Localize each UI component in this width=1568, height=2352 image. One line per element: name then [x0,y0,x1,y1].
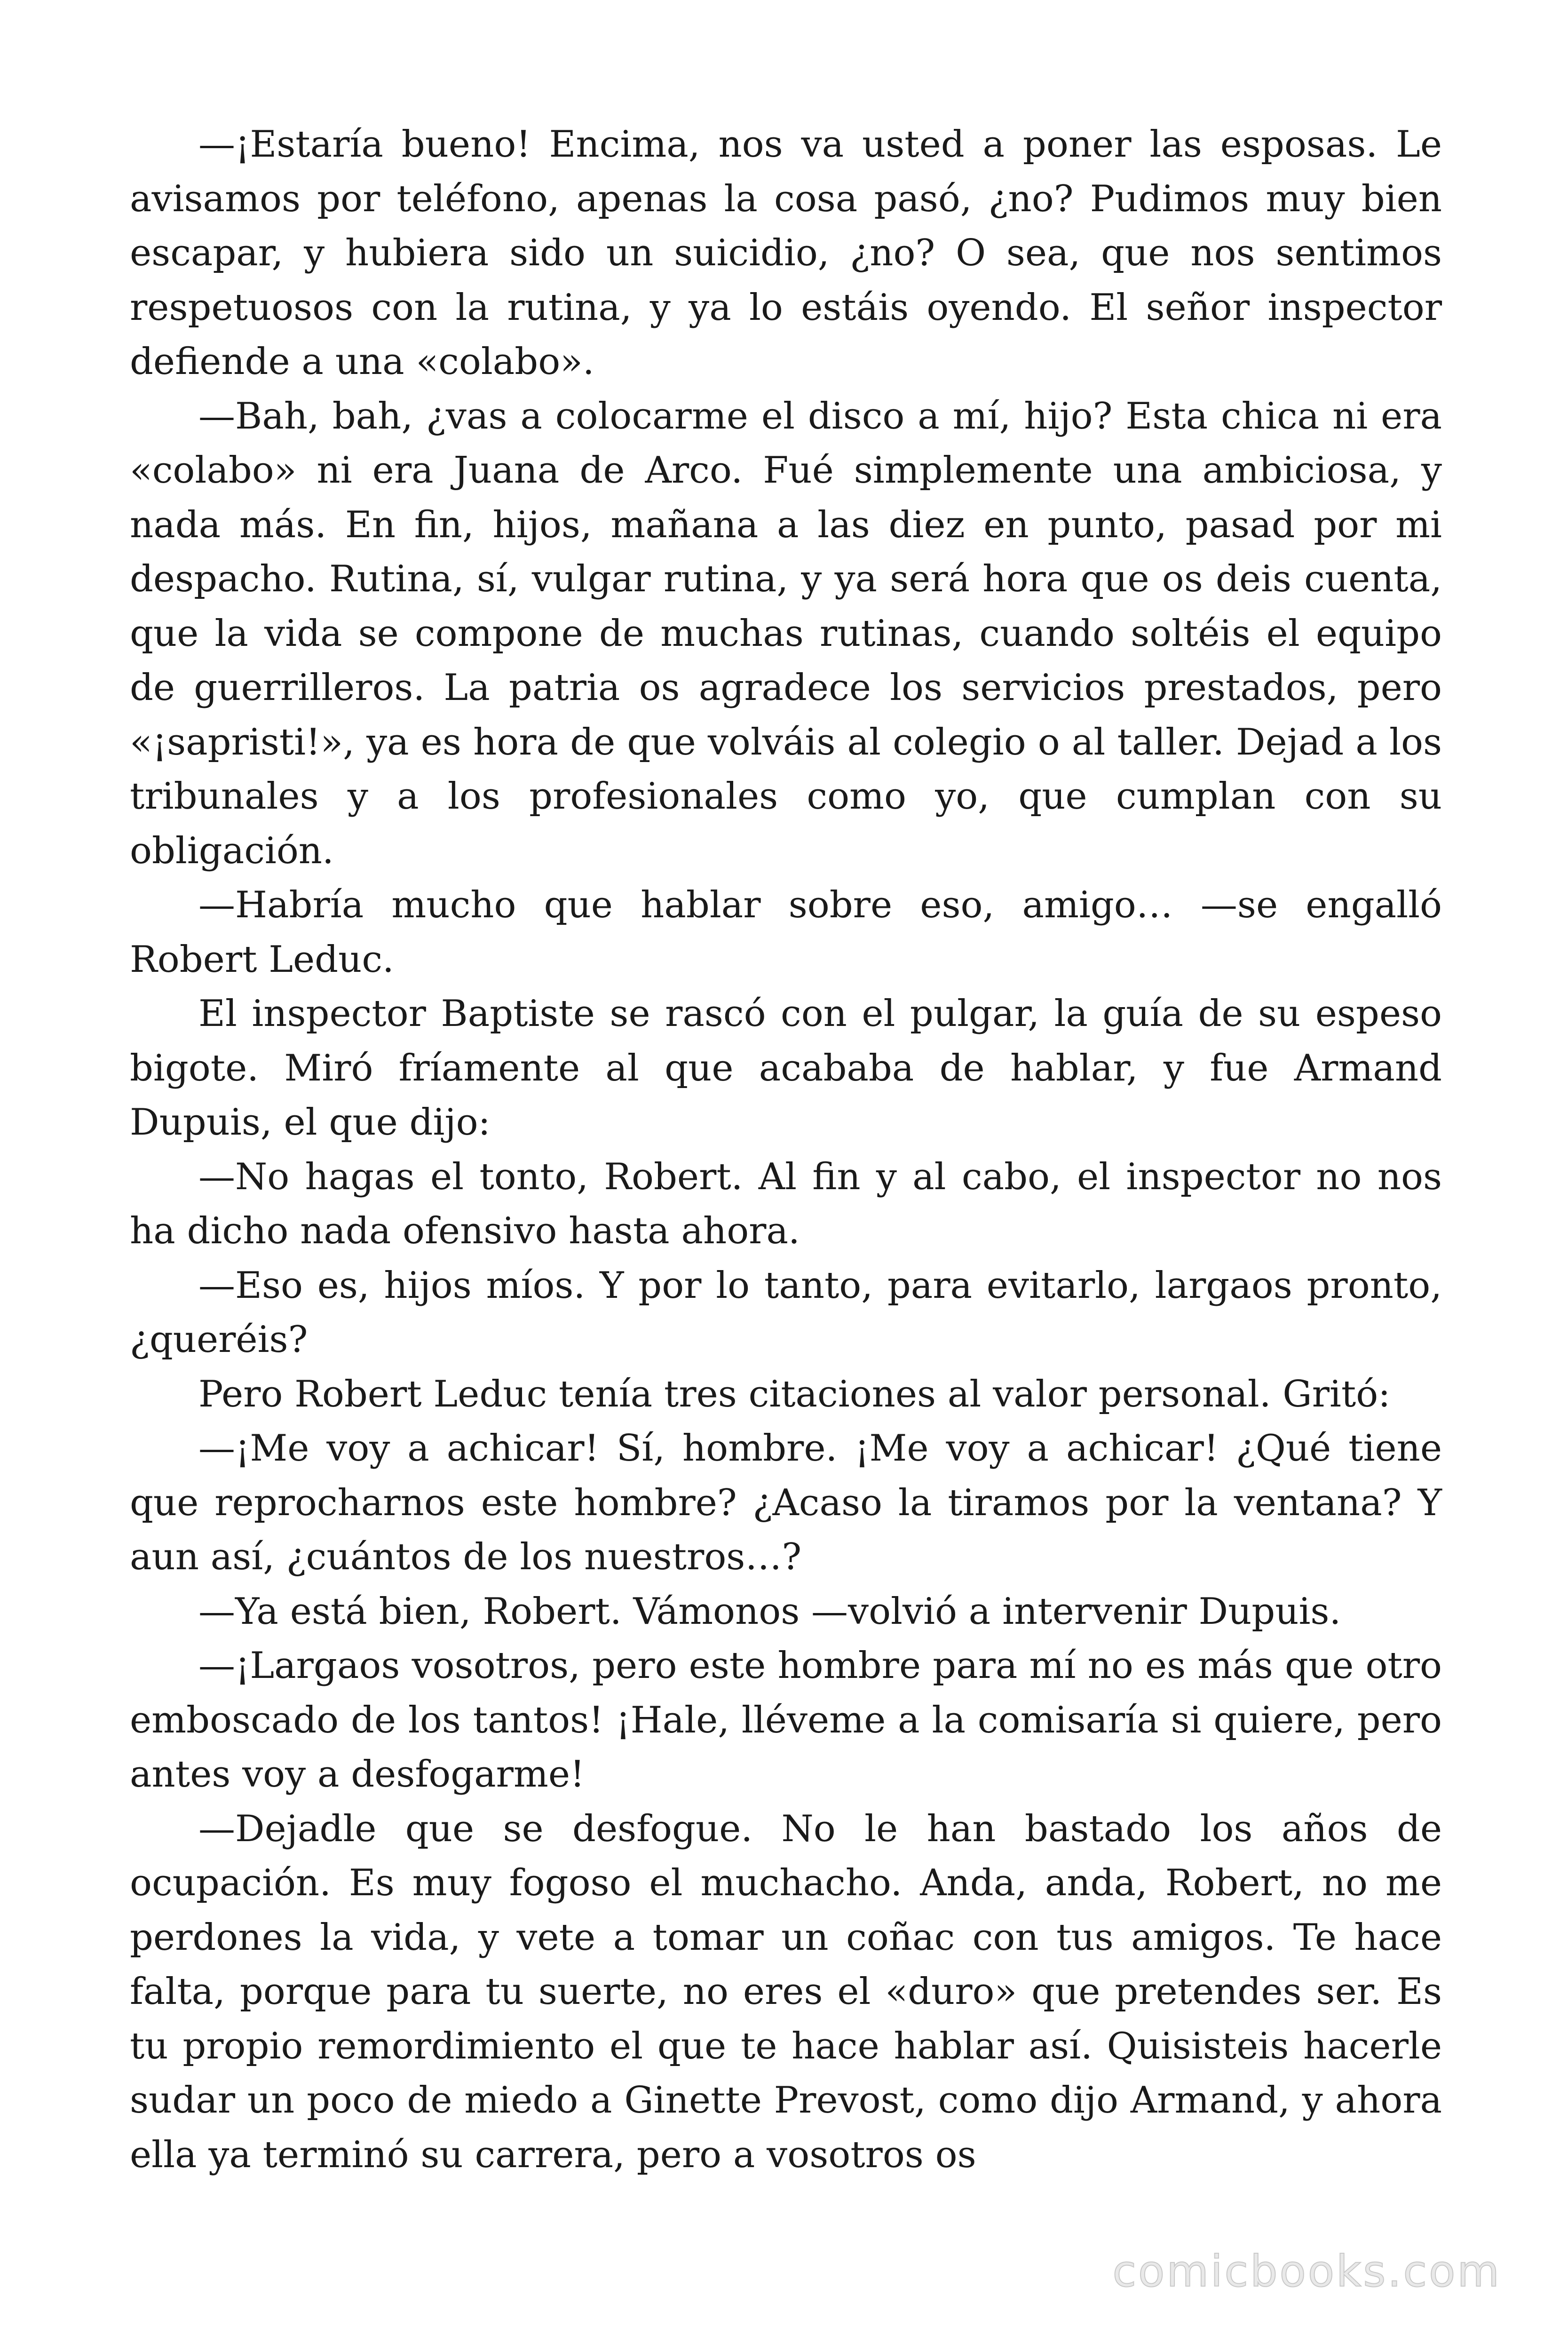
paragraph-5: —No hagas el tonto, Robert. Al fin y al cabo, el inspector no nos ha dicho nada ofensivo hasta ahora. [130,1155,1442,1252]
paragraph-4: El inspector Baptiste se rascó con el pulgar, la guía de su espeso bigote. Miró fríamente al que acababa de hablar, y fue Armand Dupuis, el que dijo: [130,993,1442,1144]
paragraph-2: —Bah, bah, ¿vas a colocarme el disco a mí, hijo? Esta chica ni era «colabo» ni era Juana de Arco. Fué simplemente una ambiciosa, y nada más. En fin, hijos, mañana a las diez en punto, pasad por mi despacho. Rutina, sí, vulgar rutina, y ya será hora que os deis cuenta, que la vida se compone de muchas rutinas, cuando soltéis el equipo de guerrilleros. La patria os agradece los servicios prestados, pero «¡sapristi!», ya es hora de que volváis al colegio o al taller. Dejad a los tribunales y a los profesionales como yo, que cumplan con su obligación. [130,395,1442,872]
paragraph-10: —¡Largaos vosotros, pero este hombre para mí no es más que otro emboscado de los tantos! ¡Hale, lléveme a la comisaría si quiere, pero antes voy a desfogarme! [130,1645,1442,1796]
paragraph-7: Pero Robert Leduc tenía tres citaciones al valor personal. Gritó: [198,1373,1391,1415]
book-page-text [130,118,1442,2182]
paragraph-11: —Dejadle que se desfogue. No le han bastado los años de ocupación. Es muy fogoso el muchacho. Anda, anda, Robert, no me perdones la vida, y vete a tomar un coñac con tus amigos. Te hace falta, porque para tu suerte, no eres el «duro» que pretendes ser. Es tu propio remordimiento el que te hace hablar así. Quisisteis hacerle sudar un poco de miedo a Ginette Prevost, como dijo Armand, y ahora ella ya terminó su carrera, pero a vosotros os [130,1807,1442,2176]
watermark: comicbooks.com [1112,2246,1501,2296]
paragraph-6: —Eso es, hijos míos. Y por lo tanto, para evitarlo, largaos pronto, ¿queréis? [130,1264,1442,1361]
paragraph-3: —Habría mucho que hablar sobre eso, amigo… —se engalló Robert Leduc. [130,884,1442,981]
paragraph-1: —¡Estaría bueno! Encima, nos va usted a poner las esposas. Le avisamos por teléfono, apenas la cosa pasó, ¿no? Pudimos muy bien escapar, y hubiera sido un suicidio, ¿no? O sea, que nos sentimos respetuosos con la rutina, y ya lo estáis oyendo. El señor inspector defiende a una «colabo». [130,123,1442,383]
paragraph-9: —Ya está bien, Robert. Vámonos —volvió a intervenir Dupuis. [198,1590,1341,1633]
paragraph-8: —¡Me voy a achicar! Sí, hombre. ¡Me voy a achicar! ¿Qué tiene que reprocharnos este hombre? ¿Acaso la tiramos por la ventana? Y aun así, ¿cuántos de los nuestros…? [130,1427,1442,1578]
